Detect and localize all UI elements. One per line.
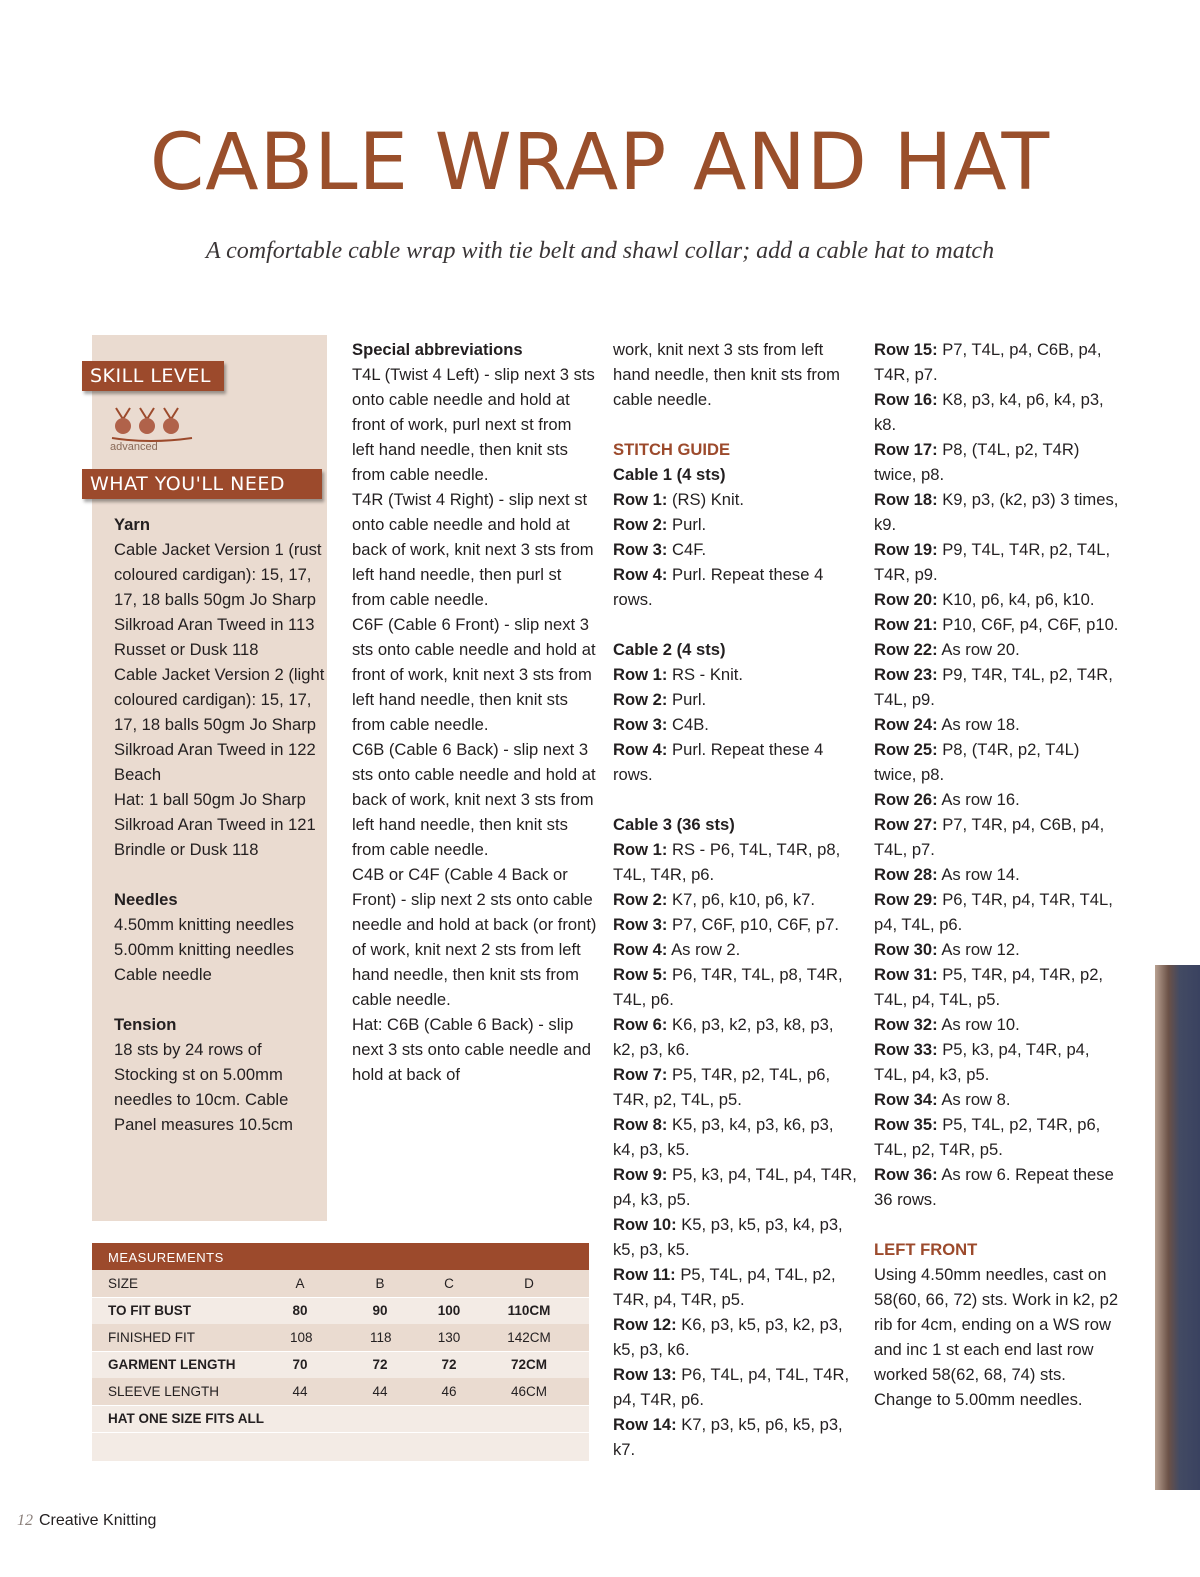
size-value: 108 <box>290 1330 313 1345</box>
pattern-row: Row 12: K6, p3, k5, p3, k2, p3, k5, p3, k6. <box>613 1315 843 1359</box>
row-label: Row 6: <box>613 1015 668 1034</box>
row-label: Row 2: <box>613 890 668 909</box>
pattern-row: Row 30: As row 12. <box>874 940 1020 959</box>
row-label: Row 28: <box>874 865 938 884</box>
row-label: Row 1: <box>613 490 668 509</box>
row-label: Row 25: <box>874 740 938 759</box>
size-value: 44 <box>292 1384 308 1399</box>
row-label: Row 26: <box>874 790 938 809</box>
row-label: Row 32: <box>874 1015 938 1034</box>
cable1-section <box>613 462 858 612</box>
pattern-row: Row 4: Purl. Repeat these 4 rows. <box>613 565 824 609</box>
pattern-row: Row 32: As row 10. <box>874 1015 1020 1034</box>
magazine-name: Creative Knitting <box>39 1512 157 1529</box>
pattern-row: Row 34: As row 8. <box>874 1090 1011 1109</box>
what-you-need-heading: WHAT YOU'LL NEED <box>82 469 322 499</box>
pattern-row: Row 19: P9, T4L, T4R, p2, T4L, T4R, p9. <box>874 540 1111 584</box>
row-label: Row 27: <box>874 815 938 834</box>
cable3-section <box>613 812 858 1462</box>
pattern-row: Row 35: P5, T4L, p2, T4R, p6, T4L, p2, T4R, p5. <box>874 1115 1101 1159</box>
row-label: Row 7: <box>613 1065 668 1084</box>
row-label: TO FIT BUST <box>108 1303 191 1318</box>
garment-photo <box>1155 965 1200 1490</box>
row-label: Row 3: <box>613 715 668 734</box>
measurements-heading: MEASUREMENTS <box>92 1243 589 1270</box>
cable-heading: Cable 1 (4 sts) <box>613 465 726 484</box>
size-value: 46CM <box>510 1384 547 1399</box>
pattern-row: Row 2: K7, p6, k10, p6, k7. <box>613 890 815 909</box>
table-row <box>92 1297 589 1325</box>
yarn-option: Cable Jacket Version 2 (light coloured cardigan): 15, 17, 17, 18 balls 50gm Jo Sharp Silkroad Aran Tweed in 122 Beach <box>114 665 325 784</box>
table-row <box>92 1351 589 1379</box>
pattern-row: Row 6: K6, p3, k2, p3, k8, p3, k2, p3, k6. <box>613 1015 834 1059</box>
abbreviation-item: T4L (Twist 4 Left) - slip next 3 sts onto cable needle and hold at front of work, purl next st from left hand needle, then knit sts from cable needle. <box>352 365 595 484</box>
pattern-row: Row 2: Purl. <box>613 690 707 709</box>
row-label: Row 8: <box>613 1115 668 1134</box>
row-label: Row 16: <box>874 390 938 409</box>
pattern-row: Row 24: As row 18. <box>874 715 1020 734</box>
size-value: D <box>524 1276 534 1291</box>
cable-heading: Cable 2 (4 sts) <box>613 640 726 659</box>
needle-item: 5.00mm knitting needles <box>114 940 294 959</box>
size-value: 118 <box>370 1330 392 1345</box>
size-value: 100 <box>437 1303 461 1318</box>
size-value: 142CM <box>507 1330 551 1345</box>
row-label: Row 3: <box>613 915 668 934</box>
row-label: Row 34: <box>874 1090 938 1109</box>
pattern-row: Row 21: P10, C6F, p4, C6F, p10. <box>874 615 1119 634</box>
stitch-guide-heading: STITCH GUIDE <box>613 440 731 459</box>
left-front-text: Using 4.50mm needles, cast on 58(60, 66, 72) sts. Work in k2, p2 rib for 4cm, ending on a WS row and inc 1 st each end last row worked 58(62, 68, 74) sts. Change to 5.00mm needles. <box>874 1265 1119 1409</box>
pattern-row: Row 25: P8, (T4R, p2, T4L) twice, p8. <box>874 740 1080 784</box>
tension-text: 18 sts by 24 rows of Stocking st on 5.00mm needles to 10cm. Cable Panel measures 10.5cm <box>114 1040 293 1134</box>
size-value: 72CM <box>510 1357 547 1372</box>
pattern-row: Row 20: K10, p6, k4, p6, k10. <box>874 590 1095 609</box>
pattern-row: Row 36: As row 6. Repeat these 36 rows. <box>874 1165 1114 1209</box>
pattern-row: Row 23: P9, T4R, T4L, p2, T4R, T4L, p9. <box>874 665 1113 709</box>
row-label: Row 5: <box>613 965 668 984</box>
needle-item: 4.50mm knitting needles <box>114 915 294 934</box>
row-label: Row 21: <box>874 615 938 634</box>
pattern-row: Row 31: P5, T4R, p4, T4R, p2, T4L, p4, T4L, p5. <box>874 965 1104 1009</box>
row-label: Row 30: <box>874 940 938 959</box>
pattern-row: Row 28: As row 14. <box>874 865 1020 884</box>
cable-heading: Cable 3 (36 sts) <box>613 815 735 834</box>
measurements-table <box>92 1243 589 1461</box>
yarn-option: Cable Jacket Version 1 (rust coloured cardigan): 15, 17, 17, 18 balls 50gm Jo Sharp Silkroad Aran Tweed in 113 Russet or Dusk 118 <box>114 540 322 659</box>
row-label: Row 9: <box>613 1165 668 1184</box>
row-label: FINISHED FIT <box>108 1330 195 1345</box>
abbreviations-column <box>352 337 597 1087</box>
row-label: SLEEVE LENGTH <box>108 1384 220 1399</box>
pattern-row: Row 18: K9, p3, (k2, p3) 3 times, k9. <box>874 490 1119 534</box>
size-value: B <box>375 1276 385 1291</box>
pattern-row: Row 3: P7, C6F, p10, C6F, p7. <box>613 915 839 934</box>
size-value: C <box>444 1276 454 1291</box>
size-value: 72 <box>372 1357 388 1372</box>
needles-heading: Needles <box>114 890 178 909</box>
cable3-continued <box>874 337 1119 1212</box>
size-value: 130 <box>437 1330 461 1345</box>
pattern-row: Row 26: As row 16. <box>874 790 1020 809</box>
row-label: Row 15: <box>874 340 938 359</box>
pattern-row: Row 9: P5, k3, p4, T4L, p4, T4R, p4, k3, p5. <box>613 1165 857 1209</box>
size-value: 72 <box>441 1357 457 1372</box>
yarn-option: Hat: 1 ball 50gm Jo Sharp Silkroad Aran Tweed in 121 Brindle or Dusk 118 <box>114 790 316 859</box>
pattern-row: Row 3: C4F. <box>613 540 707 559</box>
size-value: 70 <box>292 1357 308 1372</box>
size-value: 46 <box>441 1384 457 1399</box>
pattern-row: Row 17: P8, (T4L, p2, T4R) twice, p8. <box>874 440 1080 484</box>
pattern-row: Row 29: P6, T4R, p4, T4R, T4L, p4, T4L, p6. <box>874 890 1113 934</box>
row-label: Row 23: <box>874 665 938 684</box>
row-label: Row 14: <box>613 1415 677 1434</box>
size-value: 80 <box>292 1303 308 1318</box>
abbreviation-item: Hat: C6B (Cable 6 Back) - slip next 3 sts onto cable needle and hold at back of <box>352 1015 591 1084</box>
page-number: 12 <box>17 1512 33 1529</box>
table-row <box>92 1405 589 1433</box>
row-label: Row 33: <box>874 1040 938 1059</box>
abbreviation-continued: work, knit next 3 sts from left hand needle, then knit sts from cable needle. <box>613 340 840 409</box>
row-label: Row 24: <box>874 715 938 734</box>
row-label: Row 13: <box>613 1365 677 1384</box>
row-label: Row 4: <box>613 740 668 759</box>
row-label: Row 3: <box>613 540 668 559</box>
size-value: 90 <box>372 1303 388 1318</box>
pattern-row: Row 1: RS - P6, T4L, T4R, p8, T4L, T4R, p6. <box>613 840 841 884</box>
page-footer <box>17 1512 156 1530</box>
pattern-row: Row 4: As row 2. <box>613 940 741 959</box>
pattern-row: Row 27: P7, T4R, p4, C6B, p4, T4L, p7. <box>874 815 1105 859</box>
pattern-row: Row 16: K8, p3, k4, p6, k4, p3, k8. <box>874 390 1104 434</box>
abbreviation-item: C6F (Cable 6 Front) - slip next 3 sts onto cable needle and hold at front of work, knit next 3 sts from left hand needle, then knit sts from cable needle. <box>352 615 596 734</box>
row-label: Row 35: <box>874 1115 938 1134</box>
abbreviation-item: T4R (Twist 4 Right) - slip next st onto cable needle and hold at back of work, knit next 3 sts from left hand needle, then purl st from cable needle. <box>352 490 594 609</box>
pattern-row: Row 1: (RS) Knit. <box>613 490 744 509</box>
pattern-row: Row 1: RS - Knit. <box>613 665 744 684</box>
row-label: Row 2: <box>613 515 668 534</box>
stitch-guide-column <box>613 337 858 1462</box>
page-title: CABLE WRAP AND HAT <box>149 118 1051 208</box>
row-label: Row 4: <box>613 940 668 959</box>
row-label: Row 1: <box>613 840 668 859</box>
size-value: A <box>295 1276 305 1291</box>
row-label: Row 20: <box>874 590 938 609</box>
abbreviation-item: C6B (Cable 6 Back) - slip next 3 sts onto cable needle and hold at back of work, knit next 3 sts from left hand needle, then knit sts from cable needle. <box>352 740 596 859</box>
row-label: Row 4: <box>613 565 668 584</box>
row-label: Row 12: <box>613 1315 677 1334</box>
row-label: Row 2: <box>613 690 668 709</box>
pattern-row: Row 10: K5, p3, k5, p3, k4, p3, k5, p3, k5. <box>613 1215 843 1259</box>
table-header-row <box>92 1270 589 1298</box>
row-label: Row 18: <box>874 490 938 509</box>
pattern-row: Row 2: Purl. <box>613 515 707 534</box>
pattern-row: Row 11: P5, T4L, p4, T4L, p2, T4R, p4, T4R, p5. <box>613 1265 836 1309</box>
abbreviations-heading: Special abbreviations <box>352 340 523 359</box>
pattern-row: Row 7: P5, T4R, p2, T4L, p6, T4R, p2, T4L, p5. <box>613 1065 831 1109</box>
pattern-row: Row 4: Purl. Repeat these 4 rows. <box>613 740 824 784</box>
row-label: Row 19: <box>874 540 938 559</box>
needle-item: Cable needle <box>114 965 212 984</box>
pattern-row: Row 22: As row 20. <box>874 640 1020 659</box>
row-label: GARMENT LENGTH <box>108 1357 236 1372</box>
row-label: HAT ONE SIZE FITS ALL <box>108 1411 264 1426</box>
row-label: Row 22: <box>874 640 938 659</box>
yarn-heading: Yarn <box>114 515 150 534</box>
pattern-row: Row 5: P6, T4R, T4L, p8, T4R, T4L, p6. <box>613 965 843 1009</box>
row-label: Row 31: <box>874 965 938 984</box>
tension-heading: Tension <box>114 1015 177 1034</box>
row-label: Row 1: <box>613 665 668 684</box>
skill-level-heading: SKILL LEVEL <box>82 361 224 391</box>
page-subtitle: A comfortable cable wrap with tie belt and shawl collar; add a cable hat to match <box>205 238 995 264</box>
row-label: Row 17: <box>874 440 938 459</box>
abbreviation-item: C4B or C4F (Cable 4 Back or Front) - slip next 2 sts onto cable needle and hold at back (or front) of work, knit next 2 sts from left hand needle, then knit sts from cable needle. <box>352 865 597 1009</box>
row-label: SIZE <box>108 1276 139 1291</box>
pattern-row: Row 13: P6, T4L, p4, T4L, T4R, p4, T4R, p6. <box>613 1365 850 1409</box>
row-label: Row 29: <box>874 890 938 909</box>
cable2-section <box>613 637 858 787</box>
size-value: 110CM <box>507 1303 551 1318</box>
pattern-row: Row 15: P7, T4L, p4, C6B, p4, T4R, p7. <box>874 340 1102 384</box>
table-row <box>92 1378 589 1406</box>
pattern-row: Row 8: K5, p3, k4, p3, k6, p3, k4, p3, k5. <box>613 1115 834 1159</box>
cable-rows-column <box>874 337 1119 1412</box>
table-row <box>92 1324 589 1352</box>
materials-list <box>114 512 326 1137</box>
size-value: 44 <box>372 1384 388 1399</box>
skill-level-label: advanced <box>110 441 158 453</box>
pattern-row: Row 3: C4B. <box>613 715 709 734</box>
row-label: Row 11: <box>613 1265 676 1284</box>
row-label: Row 10: <box>613 1215 677 1234</box>
left-front-heading: LEFT FRONT <box>874 1240 978 1259</box>
row-label: Row 36: <box>874 1165 938 1184</box>
pattern-row: Row 33: P5, k3, p4, T4R, p4, T4L, p4, k3, p5. <box>874 1040 1090 1084</box>
pattern-row: Row 14: K7, p3, k5, p6, k5, p3, k7. <box>613 1415 843 1459</box>
